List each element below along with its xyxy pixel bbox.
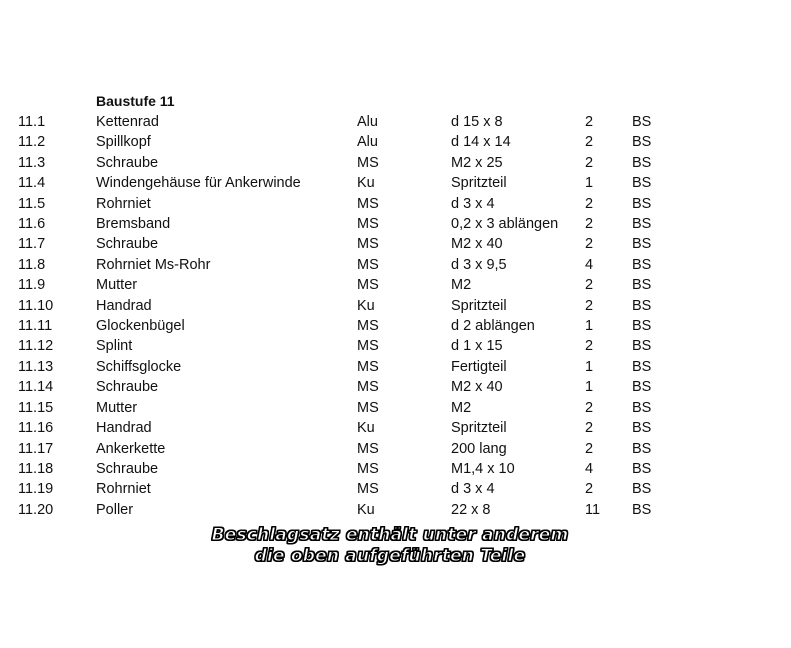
part-number: 11.9 (18, 277, 46, 294)
part-quantity: 2 (585, 154, 594, 171)
part-unit: BS (632, 216, 652, 233)
part-number: 11.1 (18, 114, 46, 130)
part-number: 11.10 (18, 297, 54, 314)
part-name: Rohrniet (96, 481, 151, 498)
table-row (18, 398, 672, 418)
part-number: 11.2 (18, 134, 46, 151)
part-number: 11.4 (18, 175, 46, 192)
table-row (18, 194, 672, 214)
part-quantity: 2 (585, 420, 594, 437)
part-name: Schraube (96, 460, 159, 477)
part-dimension: Spritzteil (451, 420, 507, 437)
table-row (18, 112, 672, 132)
part-number: 11.7 (18, 236, 46, 253)
part-material: MS (357, 256, 379, 273)
part-material: MS (357, 236, 379, 253)
part-dimension: 22 x 8 (451, 501, 491, 518)
part-number: 11.3 (18, 154, 46, 171)
part-number: 11.12 (18, 338, 54, 355)
part-name: Schiffsglocke (96, 358, 182, 375)
kit-note-line-1: Beschlagsatz enthält unter anderem (211, 525, 569, 545)
part-dimension: d 3 x 4 (451, 195, 495, 212)
table-row (18, 275, 672, 295)
table-row (18, 500, 672, 520)
part-quantity: 1 (585, 379, 594, 396)
part-dimension: d 15 x 8 (451, 114, 503, 130)
parts-table-body (18, 112, 672, 520)
part-dimension: d 3 x 4 (451, 481, 495, 498)
part-name: Schraube (96, 154, 159, 171)
part-number: 11.20 (18, 501, 54, 518)
part-number: 11.6 (18, 216, 46, 233)
part-dimension: 200 lang (451, 440, 507, 457)
part-name: Splint (96, 338, 133, 355)
part-unit: BS (632, 297, 652, 314)
part-quantity: 2 (585, 216, 594, 233)
part-dimension: M2 x 40 (451, 379, 503, 396)
kit-note-line-2: die oben aufgeführten Teile (254, 546, 526, 566)
part-dimension: d 14 x 14 (451, 134, 511, 151)
part-dimension: M2 (451, 277, 472, 294)
part-unit: BS (632, 399, 652, 416)
part-name: Mutter (96, 277, 138, 294)
part-material: MS (357, 154, 379, 171)
part-name: Poller (96, 501, 134, 518)
part-unit: BS (632, 114, 652, 130)
table-row (18, 479, 672, 499)
part-dimension: Fertigteil (451, 358, 507, 375)
part-number: 11.16 (18, 420, 54, 437)
part-material: MS (357, 481, 379, 498)
part-material: Ku (357, 420, 375, 437)
part-unit: BS (632, 195, 652, 212)
part-name: Ankerkette (96, 440, 166, 457)
part-dimension: M2 x 40 (451, 236, 503, 253)
part-material: MS (357, 358, 379, 375)
part-unit: BS (632, 358, 652, 375)
part-unit: BS (632, 134, 652, 151)
part-material: MS (357, 195, 379, 212)
part-quantity: 2 (585, 134, 594, 151)
part-quantity: 1 (585, 358, 594, 375)
part-quantity: 2 (585, 481, 594, 498)
part-number: 11.8 (18, 256, 46, 273)
part-dimension: 0,2 x 3 ablängen (451, 216, 559, 233)
part-unit: BS (632, 175, 652, 192)
part-material: MS (357, 399, 379, 416)
part-name: Spillkopf (96, 134, 151, 151)
part-quantity: 4 (585, 460, 594, 477)
part-unit: BS (632, 154, 652, 171)
part-material: MS (357, 379, 379, 396)
table-row (18, 296, 672, 316)
part-name: Windengehäuse für Ankerwinde (96, 175, 301, 192)
table-row (18, 377, 672, 397)
part-dimension: d 3 x 9,5 (451, 256, 507, 273)
part-unit: BS (632, 338, 652, 355)
part-name: Handrad (96, 420, 152, 437)
part-quantity: 2 (585, 338, 594, 355)
part-name: Kettenrad (96, 114, 159, 130)
part-material: MS (357, 338, 379, 355)
part-dimension: M2 x 25 (451, 154, 503, 171)
part-number: 11.19 (18, 481, 54, 498)
part-name: Schraube (96, 236, 159, 253)
table-row (18, 173, 672, 193)
part-material: MS (357, 440, 379, 457)
part-unit: BS (632, 440, 652, 457)
part-number: 11.18 (18, 460, 54, 477)
part-quantity: 1 (585, 318, 594, 335)
part-quantity: 2 (585, 236, 594, 253)
part-unit: BS (632, 460, 652, 477)
part-name: Schraube (96, 379, 159, 396)
part-dimension: M2 (451, 399, 472, 416)
part-quantity: 2 (585, 399, 594, 416)
part-name: Glockenbügel (96, 318, 185, 335)
part-unit: BS (632, 481, 652, 498)
part-quantity: 4 (585, 256, 594, 273)
table-row (18, 418, 672, 438)
part-dimension: M1,4 x 10 (451, 460, 515, 477)
part-unit: BS (632, 256, 652, 273)
part-quantity: 11 (585, 501, 601, 518)
table-row (18, 336, 672, 356)
part-number: 11.17 (18, 440, 54, 457)
kit-note (0, 525, 780, 567)
part-quantity: 1 (585, 175, 594, 192)
part-quantity: 2 (585, 114, 594, 130)
part-material: Alu (357, 114, 378, 130)
table-row (18, 214, 672, 234)
part-unit: BS (632, 501, 652, 518)
part-material: MS (357, 216, 379, 233)
part-dimension: Spritzteil (451, 297, 507, 314)
part-unit: BS (632, 236, 652, 253)
part-dimension: Spritzteil (451, 175, 507, 192)
part-unit: BS (632, 277, 652, 294)
part-material: Ku (357, 501, 375, 518)
part-dimension: d 1 x 15 (451, 338, 503, 355)
table-row (18, 439, 672, 459)
part-number: 11.14 (18, 379, 54, 396)
part-material: MS (357, 460, 379, 477)
section-heading: Baustufe 11 (96, 93, 175, 109)
table-row (18, 459, 672, 479)
table-row (18, 234, 672, 254)
table-row (18, 132, 672, 152)
part-number: 11.15 (18, 399, 54, 416)
table-row (18, 357, 672, 377)
part-name: Rohrniet Ms-Rohr (96, 256, 211, 273)
table-row (18, 255, 672, 275)
table-row (18, 316, 672, 336)
part-number: 11.13 (18, 358, 54, 375)
parts-table (18, 112, 672, 520)
part-quantity: 2 (585, 195, 594, 212)
part-name: Rohrniet (96, 195, 151, 212)
part-unit: BS (632, 379, 652, 396)
part-quantity: 2 (585, 297, 594, 314)
part-name: Mutter (96, 399, 138, 416)
part-name: Handrad (96, 297, 152, 314)
table-row (18, 153, 672, 173)
part-dimension: d 2 ablängen (451, 318, 535, 335)
part-name: Bremsband (96, 216, 171, 233)
part-material: MS (357, 318, 379, 335)
part-material: Ku (357, 175, 375, 192)
part-number: 11.5 (18, 195, 46, 212)
part-quantity: 2 (585, 440, 594, 457)
part-material: Ku (357, 297, 375, 314)
part-unit: BS (632, 420, 652, 437)
part-quantity: 2 (585, 277, 594, 294)
part-material: MS (357, 277, 379, 294)
part-number: 11.11 (18, 318, 53, 335)
part-material: Alu (357, 134, 378, 151)
part-unit: BS (632, 318, 652, 335)
